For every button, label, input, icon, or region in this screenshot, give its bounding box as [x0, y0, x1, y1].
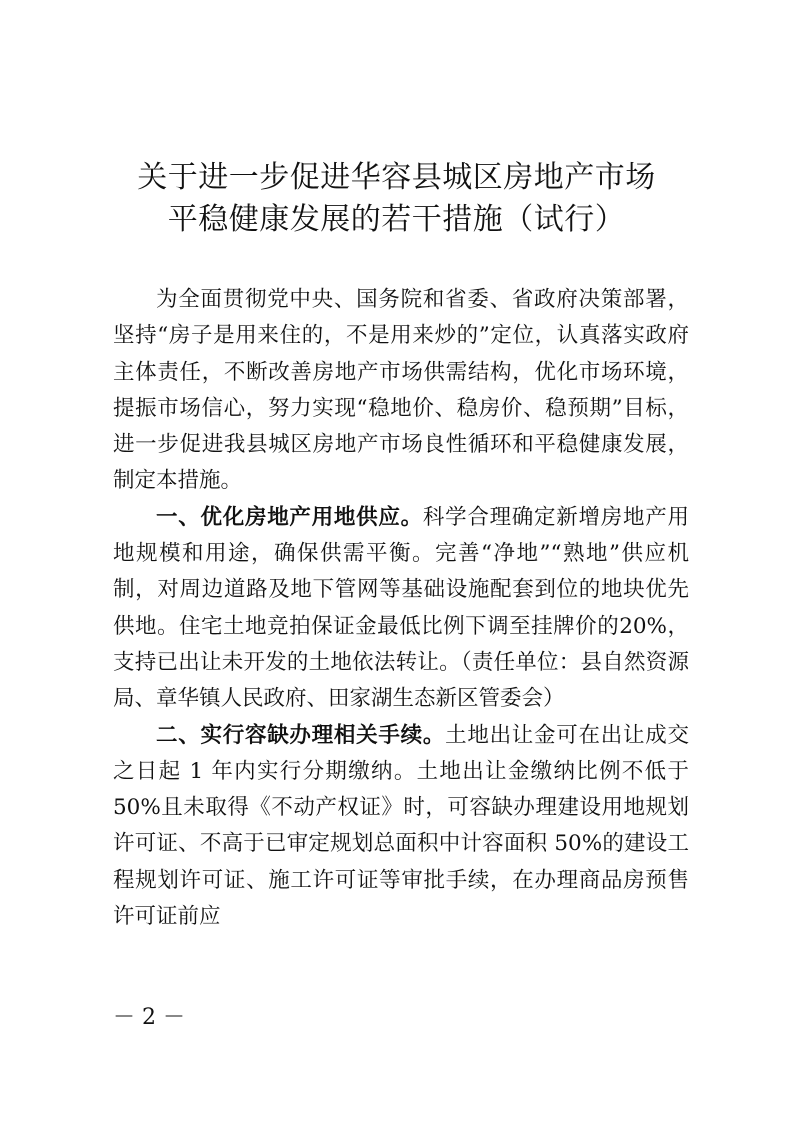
document-title-line-1: 关于进一步促进华容县城区房地产市场 — [137, 160, 656, 195]
section-1-heading: 一、优化房地产用地供应。 — [156, 504, 423, 530]
section-2-text: 土地出让金可在出让成交之日起 1 年内实行分期缴纳。土地出让金缴纳比例不低于 50%且未取得《不动产权证》时，可容缺办理建设用地规划许可证、不高于已审定规划总面积中计容面积 50%的建设工程规划许可证、施工许可证等审批手续，在办理商品房预售许可证前应 — [113, 722, 689, 930]
intro-paragraph: 为全面贯彻党中央、国务院和省委、省政府决策部署，坚持“房子是用来住的，不是用来炒的”定位，认真落实政府主体责任，不断改善房地产市场供需结构，优化市场环境，提振市场信心，努力实现“稳地价、稳房价、稳预期”目标，进一步促进我县城区房地产市场良性循环和平稳健康发展，制定本措施。 — [113, 287, 689, 494]
document-body — [113, 282, 689, 935]
section-1-paragraph — [113, 500, 689, 718]
section-2-paragraph — [113, 718, 689, 936]
section-2-heading: 二、实行容缺办理相关手续。 — [156, 722, 446, 748]
section-1-text: 科学合理确定新增房地产用地规模和用途，确保供需平衡。完善“净地”“熟地”供应机制，对周边道路及地下管网等基础设施配套到位的地块优先供地。住宅土地竞拍保证金最低比例下调至挂牌价的20%，支持已出让未开发的土地依法转让。（责任单位：县自然资源局、章华镇人民政府、田家湖生态新区管委会） — [113, 504, 689, 712]
document-title-line-2: 平稳健康发展的若干措施（试行） — [167, 202, 626, 237]
page-number: － 2 － — [113, 1005, 185, 1030]
